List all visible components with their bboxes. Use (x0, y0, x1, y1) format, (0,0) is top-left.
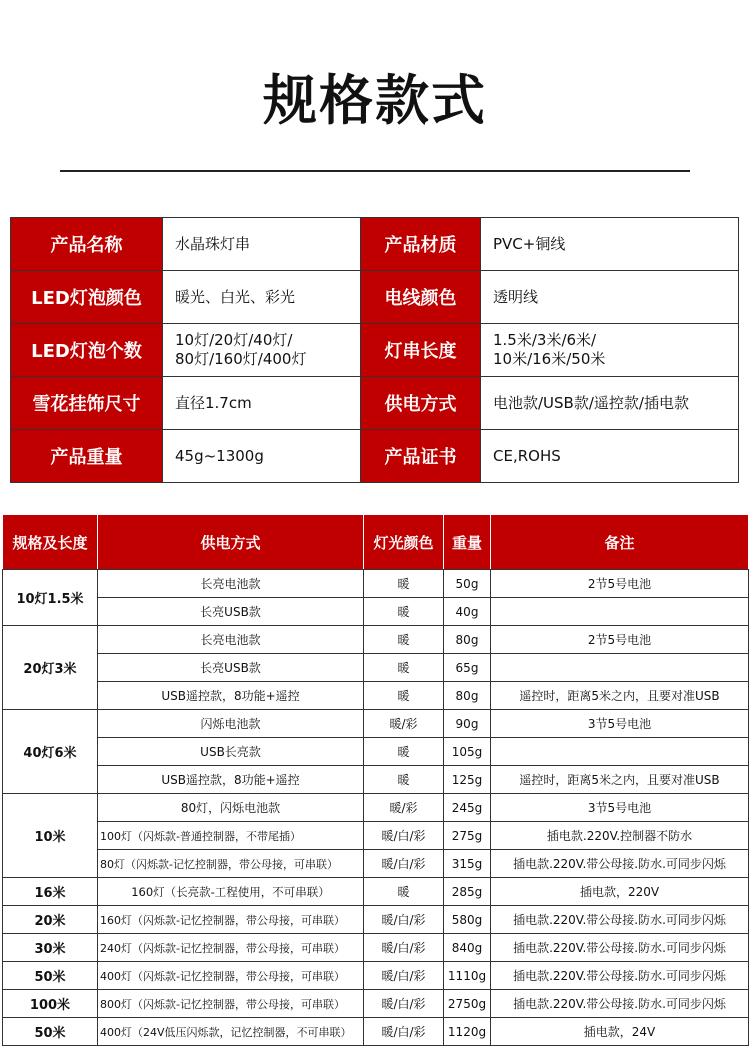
light-color: 暖 (364, 682, 444, 710)
weight: 285g (444, 878, 491, 906)
table-row (3, 710, 749, 738)
spec-value: 直径1.7cm (163, 377, 361, 430)
spec-value: 45g~1300g (163, 430, 361, 483)
title-divider (60, 170, 690, 172)
remark: 2节5号电池 (491, 626, 749, 654)
spec-length-group: 10灯1.5米 (3, 570, 98, 626)
spec-length-group: 100米 (3, 990, 98, 1018)
light-color: 暖/白/彩 (364, 822, 444, 850)
power-mode: 闪烁电池款 (98, 710, 364, 738)
weight: 125g (444, 766, 491, 794)
light-color: 暖/彩 (364, 710, 444, 738)
power-mode: 长亮电池款 (98, 570, 364, 598)
table-row (3, 850, 749, 878)
column-header: 灯光颜色 (364, 515, 444, 570)
weight: 275g (444, 822, 491, 850)
table-row (3, 1018, 749, 1046)
spec-label: 电线颜色 (361, 271, 481, 324)
spec-value: 1.5米/3米/6米/ 10米/16米/50米 (481, 324, 739, 377)
power-mode: 80灯，闪烁电池款 (98, 794, 364, 822)
table-row (3, 682, 749, 710)
light-color: 暖 (364, 766, 444, 794)
spec-label: 产品证书 (361, 430, 481, 483)
spec-label: 产品名称 (11, 218, 163, 271)
remark: 3节5号电池 (491, 710, 749, 738)
remark (491, 598, 749, 626)
power-mode: 100灯（闪烁款-普通控制器，不带尾插） (98, 822, 364, 850)
power-mode: 长亮USB款 (98, 654, 364, 682)
column-header: 供电方式 (98, 515, 364, 570)
light-color: 暖 (364, 570, 444, 598)
power-mode: 160灯（闪烁款-记忆控制器，带公母接，可串联） (98, 906, 364, 934)
spec-label: 供电方式 (361, 377, 481, 430)
weight: 50g (444, 570, 491, 598)
weight: 315g (444, 850, 491, 878)
power-mode: 长亮USB款 (98, 598, 364, 626)
remark (491, 738, 749, 766)
power-mode: 400灯（24V低压闪烁款，记忆控制器，不可串联） (98, 1018, 364, 1046)
remark: 插电款.220V.带公母接.防水.可同步闪烁 (491, 906, 749, 934)
remark: 插电款.220V.带公母接.防水.可同步闪烁 (491, 850, 749, 878)
light-color: 暖/白/彩 (364, 906, 444, 934)
remark: 2节5号电池 (491, 570, 749, 598)
weight: 840g (444, 934, 491, 962)
table-row (3, 822, 749, 850)
spec-value: CE,ROHS (481, 430, 739, 483)
light-color: 暖 (364, 738, 444, 766)
weight: 90g (444, 710, 491, 738)
column-header: 备注 (491, 515, 749, 570)
spec-row (11, 377, 739, 430)
spec-value: 暖光、白光、彩光 (163, 271, 361, 324)
table-row (3, 598, 749, 626)
spec-length-group: 16米 (3, 878, 98, 906)
spec-value: 透明线 (481, 271, 739, 324)
weight: 245g (444, 794, 491, 822)
spec-length-group: 50米 (3, 962, 98, 990)
table-row (3, 570, 749, 598)
remark: 插电款.220V.控制器不防水 (491, 822, 749, 850)
spec-label: LED灯泡个数 (11, 324, 163, 377)
detail-header-row (3, 515, 749, 570)
table-row (3, 626, 749, 654)
power-mode: 400灯（闪烁款-记忆控制器，带公母接，可串联） (98, 962, 364, 990)
spec-length-group: 10米 (3, 794, 98, 878)
table-row (3, 794, 749, 822)
remark: 插电款，24V (491, 1018, 749, 1046)
light-color: 暖 (364, 598, 444, 626)
spec-value: 10灯/20灯/40灯/ 80灯/160灯/400灯 (163, 324, 361, 377)
spec-row (11, 218, 739, 271)
spec-length-group: 30米 (3, 934, 98, 962)
light-color: 暖 (364, 626, 444, 654)
table-row (3, 654, 749, 682)
weight: 105g (444, 738, 491, 766)
page-title: 规格款式 (263, 69, 487, 132)
weight: 1120g (444, 1018, 491, 1046)
light-color: 暖/白/彩 (364, 1018, 444, 1046)
remark: 插电款.220V.带公母接.防水.可同步闪烁 (491, 934, 749, 962)
table-row (3, 962, 749, 990)
light-color: 暖/白/彩 (364, 990, 444, 1018)
power-mode: USB长亮款 (98, 738, 364, 766)
power-mode: 800灯（闪烁款-记忆控制器，带公母接，可串联） (98, 990, 364, 1018)
column-header: 重量 (444, 515, 491, 570)
detail-table (2, 515, 749, 1046)
spec-value: 水晶珠灯串 (163, 218, 361, 271)
power-mode: 240灯（闪烁款-记忆控制器，带公母接，可串联） (98, 934, 364, 962)
power-mode: 160灯（长亮款-工程使用，不可串联） (98, 878, 364, 906)
light-color: 暖 (364, 654, 444, 682)
light-color: 暖/白/彩 (364, 962, 444, 990)
light-color: 暖/白/彩 (364, 850, 444, 878)
remark: 插电款.220V.带公母接.防水.可同步闪烁 (491, 990, 749, 1018)
power-mode: 80灯（闪烁款-记忆控制器，带公母接，可串联） (98, 850, 364, 878)
table-row (3, 738, 749, 766)
weight: 40g (444, 598, 491, 626)
spec-length-group: 50米 (3, 1018, 98, 1046)
spec-label: 产品材质 (361, 218, 481, 271)
spec-length-group: 20灯3米 (3, 626, 98, 710)
remark: 插电款.220V.带公母接.防水.可同步闪烁 (491, 962, 749, 990)
spec-row (11, 324, 739, 377)
spec-label: 雪花挂饰尺寸 (11, 377, 163, 430)
spec-row (11, 430, 739, 483)
spec-value: 电池款/USB款/遥控款/插电款 (481, 377, 739, 430)
weight: 1110g (444, 962, 491, 990)
table-row (3, 878, 749, 906)
power-mode: USB遥控款，8功能+遥控 (98, 766, 364, 794)
light-color: 暖/彩 (364, 794, 444, 822)
weight: 80g (444, 626, 491, 654)
table-row (3, 934, 749, 962)
column-header: 规格及长度 (3, 515, 98, 570)
remark: 插电款，220V (491, 878, 749, 906)
table-row (3, 990, 749, 1018)
weight: 80g (444, 682, 491, 710)
spec-table (10, 217, 739, 483)
spec-value: PVC+铜线 (481, 218, 739, 271)
spec-length-group: 40灯6米 (3, 710, 98, 794)
remark (491, 654, 749, 682)
spec-length-group: 20米 (3, 906, 98, 934)
power-mode: 长亮电池款 (98, 626, 364, 654)
spec-label: 灯串长度 (361, 324, 481, 377)
spec-row (11, 271, 739, 324)
light-color: 暖/白/彩 (364, 934, 444, 962)
table-row (3, 906, 749, 934)
table-row (3, 766, 749, 794)
remark: 遥控时，距离5米之内，且要对准USB (491, 766, 749, 794)
remark: 3节5号电池 (491, 794, 749, 822)
spec-label: 产品重量 (11, 430, 163, 483)
weight: 65g (444, 654, 491, 682)
light-color: 暖 (364, 878, 444, 906)
weight: 2750g (444, 990, 491, 1018)
remark: 遥控时，距离5米之内，且要对准USB (491, 682, 749, 710)
weight: 580g (444, 906, 491, 934)
power-mode: USB遥控款，8功能+遥控 (98, 682, 364, 710)
spec-label: LED灯泡颜色 (11, 271, 163, 324)
